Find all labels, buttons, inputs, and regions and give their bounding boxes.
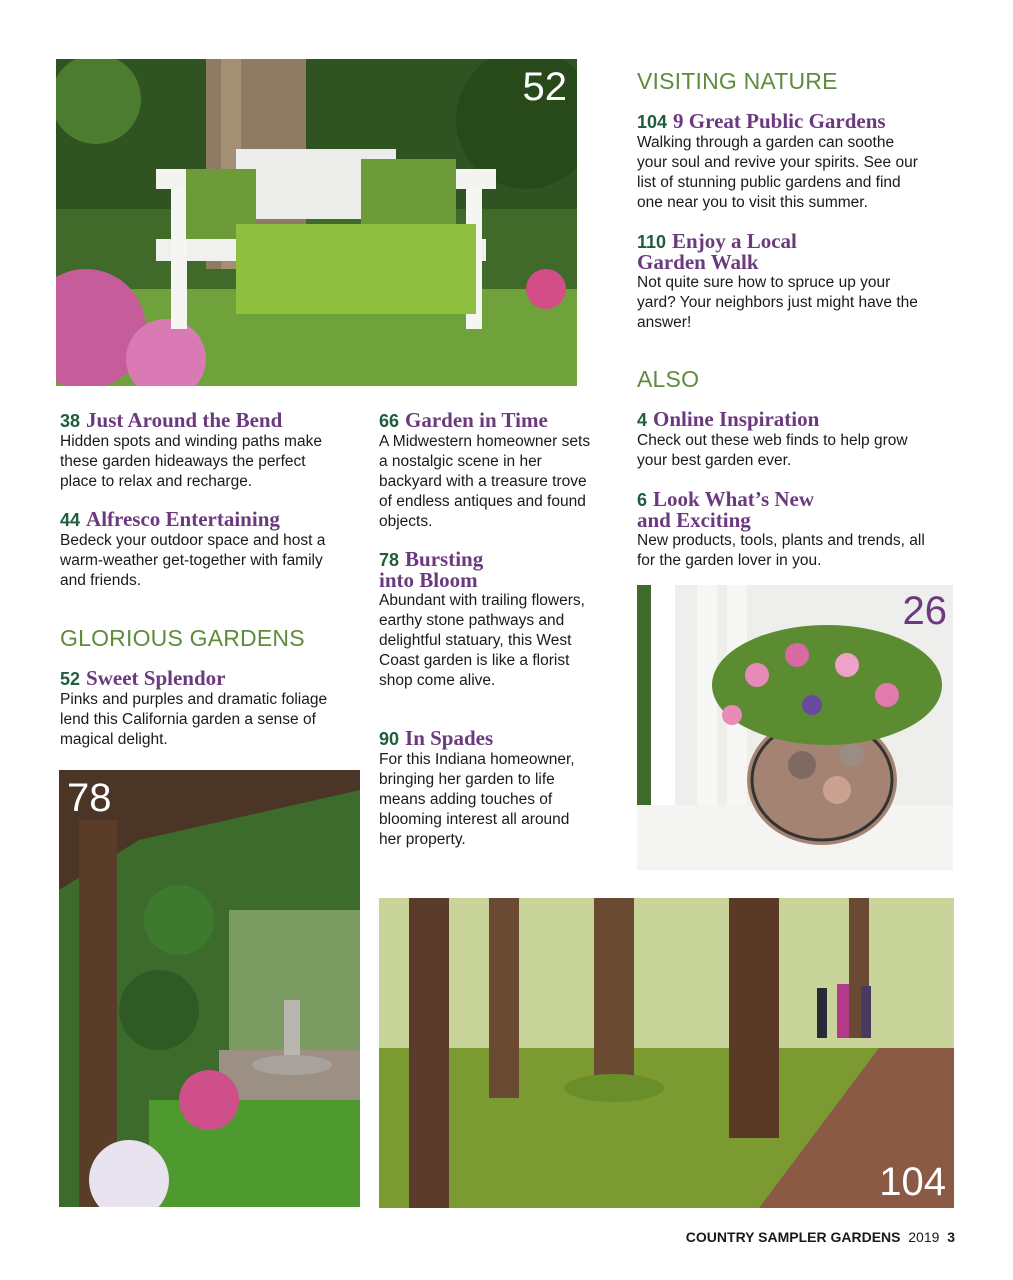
article-title-line-2: and Exciting bbox=[637, 508, 751, 532]
article-title-line-1: Bursting bbox=[405, 547, 484, 571]
article-just-around-the-bend[interactable] bbox=[60, 410, 340, 492]
article-description: For this Indiana homeowner, bringing her garden to life means adding touches of blooming interest all around her property. bbox=[379, 751, 575, 848]
page-footer bbox=[686, 1229, 955, 1245]
article-description: New products, tools, plants and trends, all for the garden lover in you. bbox=[637, 532, 925, 569]
issue-year: 2019 bbox=[908, 1229, 940, 1245]
section-heading-also: ALSO bbox=[637, 366, 700, 392]
article-title-text: Garden in Time bbox=[405, 408, 548, 432]
forest-walk-illustration bbox=[379, 898, 954, 1208]
article-title bbox=[637, 409, 927, 430]
article-description: A Midwestern homeowner sets a nostalgic scene in her backyard with a treasure trove of endless antiques and found objects. bbox=[379, 433, 591, 530]
magazine-name: COUNTRY SAMPLER GARDENS bbox=[685, 1229, 901, 1245]
article-description: Bedeck your outdoor space and host a warm-weather get-together with family and friends. bbox=[60, 532, 326, 589]
page-number: 3 bbox=[947, 1229, 955, 1245]
forest-walk-photo bbox=[379, 898, 954, 1208]
article-page-number: 44 bbox=[60, 510, 81, 530]
article-title bbox=[379, 410, 594, 431]
article-page-number: 104 bbox=[637, 112, 668, 132]
photo-page-number: 78 bbox=[67, 776, 112, 820]
article-title bbox=[637, 231, 927, 272]
article-bursting-into-bloom[interactable] bbox=[379, 549, 594, 691]
article-page-number: 66 bbox=[379, 411, 400, 431]
article-title bbox=[637, 489, 927, 530]
garden-bench-illustration bbox=[56, 59, 577, 386]
photo-page-number: 104 bbox=[879, 1160, 946, 1204]
article-description: Abundant with trailing flowers, earthy stone pathways and delightful statuary, this West Coast garden is like a florist shop come alive. bbox=[379, 592, 585, 689]
article-page-number: 110 bbox=[637, 232, 667, 252]
article-title-line-1: Enjoy a Local bbox=[672, 229, 797, 253]
article-title-text: Sweet Splendor bbox=[86, 666, 226, 690]
article-description: Check out these web finds to help grow your best garden ever. bbox=[637, 432, 908, 469]
article-title bbox=[60, 410, 340, 431]
section-heading-glorious-gardens: GLORIOUS GARDENS bbox=[60, 625, 305, 651]
article-page-number: 90 bbox=[379, 729, 400, 749]
article-title bbox=[60, 509, 330, 530]
article-title-text: Online Inspiration bbox=[653, 407, 820, 431]
article-page-number: 6 bbox=[637, 490, 648, 510]
article-page-number: 38 bbox=[60, 411, 81, 431]
article-title-text: Alfresco Entertaining bbox=[86, 507, 280, 531]
article-page-number: 78 bbox=[379, 550, 400, 570]
article-page-number: 52 bbox=[60, 669, 81, 689]
article-look-whats-new[interactable] bbox=[637, 489, 927, 571]
article-public-gardens[interactable] bbox=[637, 111, 927, 213]
article-description: Pinks and purples and dramatic foliage lend this California garden a sense of magical delight. bbox=[60, 691, 328, 748]
flower-basket-photo bbox=[637, 585, 953, 870]
arbor-fountain-photo bbox=[59, 770, 360, 1207]
photo-page-number: 26 bbox=[902, 589, 947, 633]
article-title bbox=[60, 668, 330, 689]
article-description: Not quite sure how to spruce up your yard? Your neighbors just might have the answer! bbox=[637, 274, 918, 331]
article-title-text: 9 Great Public Gardens bbox=[673, 109, 886, 133]
article-title-text: In Spades bbox=[405, 726, 494, 750]
article-description: Walking through a garden can soothe your soul and revive your spirits. See our list of stunning public gardens and find one near you to visit this summer. bbox=[637, 134, 918, 211]
article-title-text: Just Around the Bend bbox=[86, 408, 283, 432]
article-title bbox=[379, 728, 594, 749]
article-title-line-2: into Bloom bbox=[379, 568, 478, 592]
photo-page-number: 52 bbox=[522, 65, 567, 109]
article-title bbox=[637, 111, 927, 132]
article-title-line-2: Garden Walk bbox=[637, 250, 759, 274]
article-online-inspiration[interactable] bbox=[637, 409, 927, 471]
article-alfresco-entertaining[interactable] bbox=[60, 509, 330, 591]
article-title-line-1: Look What’s New bbox=[653, 487, 815, 511]
article-in-spades[interactable] bbox=[379, 728, 594, 850]
article-garden-in-time[interactable] bbox=[379, 410, 594, 532]
article-local-garden-walk[interactable] bbox=[637, 231, 927, 333]
section-heading-visiting-nature: VISITING NATURE bbox=[637, 68, 838, 94]
article-title bbox=[379, 549, 594, 590]
garden-bench-photo bbox=[56, 59, 577, 386]
article-description: Hidden spots and winding paths make these garden hideaways the perfect place to relax and recharge. bbox=[60, 433, 322, 490]
arbor-fountain-illustration bbox=[59, 770, 360, 1207]
article-sweet-splendor[interactable] bbox=[60, 668, 330, 750]
article-page-number: 4 bbox=[637, 410, 648, 430]
